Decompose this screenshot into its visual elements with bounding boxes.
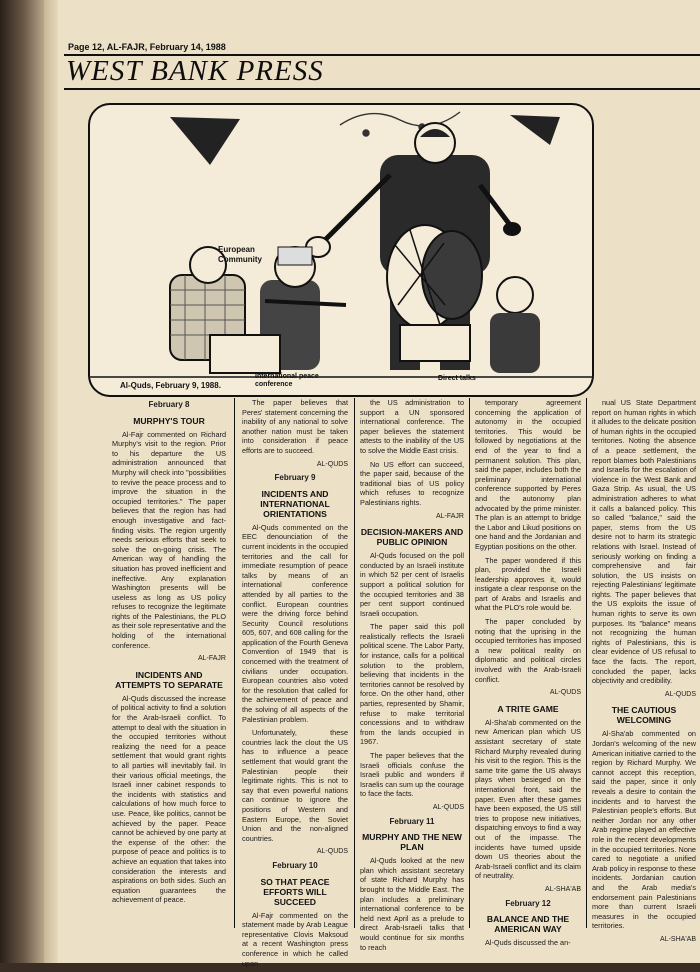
article-date: February 8	[148, 400, 190, 409]
article-headline: MURPHY AND THE NEW PLAN	[362, 832, 462, 853]
column-divider-2	[354, 398, 355, 928]
article-date: February 10	[272, 860, 318, 870]
article-source: AL-QUDS	[432, 803, 464, 811]
article-paragraph: Al-Sha'ab commented on Jordan's welcoming of the new American initiative carried to the region by Richard Murphy. We cannot accept this reception, said the paper, since it only reveals a desire to contain the incidents and to harvest the Palestinian people's efforts. But neither Jordan nor any other Arab regime played an effective role in the recent developments in the occupied territories. None cared to negotiate a unified Arab policy in response to these incidents. Jordanian caution and the Arab media's endorsement pain Palestinians more than current Israeli measures in the occupied territories.	[592, 729, 696, 931]
column-divider-4	[586, 398, 587, 928]
cartoon-label-peace: International peace conference	[255, 373, 319, 388]
cartoon-credit: Al-Quds, February 9, 1988.	[120, 381, 221, 390]
article-paragraph: The paper concluded by noting that the uprising in the occupied territories has imposed a new political reality on diplomatic and political circles involved with the Arab-Israeli conflict.	[475, 617, 581, 684]
column-divider-3	[469, 398, 470, 928]
article-headline: A TRITE GAME	[497, 703, 559, 714]
article-source: AL-QUDS	[664, 690, 696, 698]
article-column-4	[475, 398, 581, 952]
article-paragraph: Al-Quds focused on the poll conducted by an Israeli institute in which 52 per cent of Israelis support a political solution for the occupied territories and 38 per cent support continued Israeli occupation.	[360, 551, 464, 618]
article-column-3	[360, 398, 464, 956]
article-date: February 9	[274, 473, 316, 483]
article-headline: MURPHY'S TOUR	[133, 415, 205, 426]
article-column-2	[242, 398, 348, 972]
article-source: AL-FAJR	[197, 655, 226, 663]
music-stand-sheet	[210, 335, 280, 373]
article-paragraph: nual US State Department report on human rights in which it alludes to the delicate position of human rights in the occupied territories. Noting the absence of a peace settlement, the report blames both Palestinians and Israelis for the escalation of violence in the West Bank and Gaza Strip. As usual, the US administration adheres to what it calls a balanced policy. This so called "balance," said the paper, stems from the US desire not to harm its strategic relations with Israel. Instead of seriously working on finding a comprehensive and fair solution, the US insists on rejecting Palestinians' legitimate rights. The paper believes that the US exploits the issue of human rights to serve its own purposes. Its "balance" means not recognizing the human rights of Palestinians, this is clear evidence of US refusal to face the facts. The report, concluded the paper, lacks objectivity and credibility.	[592, 398, 696, 686]
article-paragraph: Al-Fajr commented on the statement made by Arab League representative Clovis Maksoud at a recent Washington press conference in which he called upon	[242, 910, 348, 968]
article-paragraph: Al-Quds looked at the new plan which assistant secretary of state Richard Murphy has brought to the Middle East. The plan includes a preliminary international conference to be held next April as a prelude to direct Arab-Israeli talks that would continue for six months to reach	[360, 856, 464, 952]
article-paragraph: Al-Quds commented on the EEC denounciation of the current incidents in the occupied territories and the call for immediate resumption of peace talks by means of an international conference attended by all parties to the conflict. European countries were the driving force behind Security Council resolutions 605, 607, and 608 calling for the application of the Fourth Geneva Convention of 1949 that is concerned with the treatment of civilians under occupation. European countries also voted for the resolution that called for the achievement of peace and the solving of all aspects of the Palestinian problem.	[242, 522, 348, 724]
section-title: WEST BANK PRESS	[66, 55, 324, 87]
drum	[387, 225, 482, 329]
article-paragraph: the US administration to support a UN sponsored international conference. The paper believes the statement attests to the inability of the US to solve the Middle East crisis.	[360, 398, 464, 455]
article-headline: INCIDENTS AND INTERNATIONAL ORIENTATIONS	[260, 488, 330, 519]
header-rule-bottom	[64, 88, 700, 90]
article-paragraph: temporary agreement concerning the application of autonomy in the occupied territories. This would be followed by negotiations at the end of the year to find a permanent solution. This plan, said the paper, includes both the preliminary international conference supported by Peres and the autonomy plan advocated by the prime minister. The plan is an attempt to bridge the Labor and Likud positions on one hand and the Jordanian and Egyptian positions on the other.	[475, 398, 581, 551]
article-paragraph: The paper believes that the Israeli officials confuse the Israeli public and wonders if Israelis can sum up the courage to face the facts.	[360, 751, 464, 799]
article-column-5	[592, 398, 696, 948]
article-source: AL-QUDS	[316, 848, 348, 856]
article-column-1	[112, 398, 226, 909]
article-headline: THE CAUTIOUS WELCOMING	[611, 705, 677, 726]
article-paragraph: The paper wondered if this plan, provided the Israeli leadership approves it, would instigate a clear response on the part of Arabs and Israelis and what the PLO's role would be.	[475, 555, 581, 613]
article-source: AL-SHA'AB	[660, 935, 696, 943]
cartoon-drawing	[90, 105, 592, 395]
article-source: AL-QUDS	[316, 460, 348, 468]
article-headline: SO THAT PEACE EFFORTS WILL SUCCEED	[260, 876, 330, 907]
column-divider-1	[234, 398, 235, 928]
article-date: February 12	[505, 898, 551, 908]
editorial-cartoon	[88, 103, 594, 397]
article-source: AL-FAJR	[435, 512, 464, 520]
article-source: AL-QUDS	[549, 689, 581, 697]
small-figure	[490, 277, 540, 373]
article-paragraph: Al-Fajr commented on Richard Murphy's visit to the region. Prior to his departure the US administration announced that Murphy will check into "possibilities to revive the peace process and to improve the situation in the occupied territories." The paper believes that the region has had enough investigative and fact-finding visits. The region urgently needs serious efforts that seek to solve the on-going crisis. The American way of handling the situation has proved inefficient and ineffective. Any explanation Washington presents will be useless as long as US policy refuses to recognize the legitimate rights of the Palestinians, the PLO as their sole representative and the holding of the international conference.	[112, 429, 226, 650]
article-paragraph: No US effort can succeed, the paper said, because of the traditional bias of US policy which refuses to recognize Palestinians rights.	[360, 459, 464, 507]
article-paragraph: Al-Quds discussed the an-	[485, 938, 571, 948]
cartoon-label-direct: Direct talks	[438, 375, 476, 382]
book-binding	[0, 0, 44, 963]
article-source: AL-SHA'AB	[545, 885, 581, 893]
article-paragraph: The paper believes that Peres' statement concerning the inability of any national to solve another nation must be taken into consideration if peace efforts are to succeed.	[242, 398, 348, 455]
cartoon-label-ec: European Community	[218, 245, 262, 264]
page-header-line: Page 12, AL-FAJR, February 14, 1988	[68, 42, 226, 52]
article-headline: DECISION-MAKERS AND PUBLIC OPINION	[360, 527, 464, 548]
article-paragraph: The paper said this poll realistically reflects the Israeli political scene. The Labor Party, for instance, calls for a political solution to the problem, believing that incidents in the territories cannot be resolved by force. On the other hand, other parties, represented by Shamir, refuse to make territorial concessions and to withdraw from the lands occupied in 1967.	[360, 622, 464, 747]
article-paragraph: Al-Sha'ab commented on the new American plan which US assistant secretary of state Richard Murphy revealed during his visit to the region. This is the same trite game the US always plays when besieged on the international front, said the paper. Even after these games have been exposed, the US still tries to propose new initiatives, dispatching envoys to find a way out of the impasse. The incidents have turned upside down US theories about the Arab-Israeli conflict and its claim of neutrality.	[475, 717, 581, 881]
article-headline: INCIDENTS AND ATTEMPTS TO SEPARATE	[115, 669, 223, 690]
article-headline: BALANCE AND THE AMERICAN WAY	[486, 914, 570, 935]
page-gutter-shadow	[44, 0, 58, 963]
article-paragraph: Al-Quds discussed the increase of political activity to find a solution for the Arab-Israeli conflict. To attempt to deal with the situation in the occupied territories without realizing the need for a peace settlement that would grant rights to all parties will inevitably fail. In their various official meetings, the Israeli inner cabinet responds to the incidents with statistics and calculations of how much force to use. Peace, like politics, cannot be achieved by the paper. Peace cannot be achieved by one party at the expense of the other: the purpose of peace and politics is to achieve an equation that takes into consideration the interests and aspirations on both sides. Such an equation guarantees the achievement of peace.	[112, 693, 226, 905]
direct-talks-sheet	[400, 325, 470, 361]
article-paragraph: Unfortunately, these countries lack the clout the US has to influence a peace settlement that would grant the Palestinian people their legitimate rights. This is not to say that even powerful nations can continue to ignore the positions of Western and Eastern Europe, the Soviet Union and the non-aligned countries.	[242, 728, 348, 843]
article-date: February 11	[389, 816, 435, 826]
